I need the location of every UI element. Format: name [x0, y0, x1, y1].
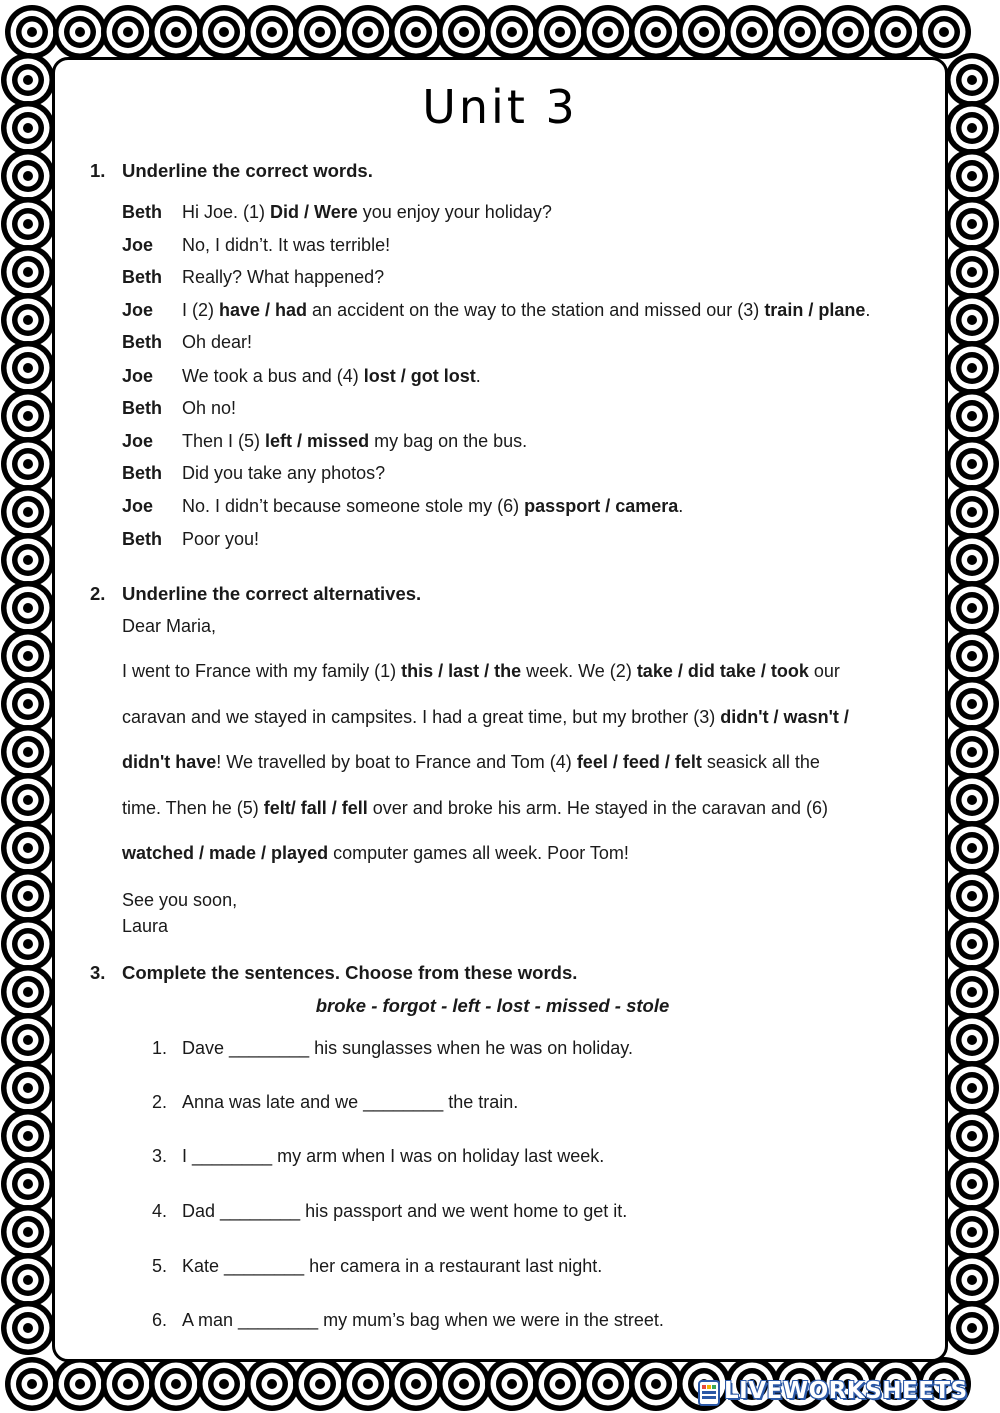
speaker-name: Beth — [122, 202, 162, 222]
speaker-name: Joe — [122, 235, 154, 255]
page-title: Unit 3 — [422, 80, 578, 134]
section-3-heading — [90, 962, 577, 984]
answer-options: left / missed — [265, 431, 370, 451]
speaker-name: Joe — [122, 431, 154, 451]
section-3-number: 3. — [90, 962, 106, 983]
dialogue-line — [182, 267, 384, 288]
speaker-name: Beth — [122, 463, 162, 483]
text-segment: an accident on the way to the station and missed our (3) — [307, 300, 765, 320]
section-2-title: Underline the correct alternatives. — [122, 583, 422, 604]
letter-greeting: Dear Maria, — [122, 616, 217, 636]
text-segment: time. Then he (5) — [122, 798, 264, 818]
speaker-name: Beth — [122, 267, 162, 287]
dialogue-line — [182, 529, 259, 550]
sentence-number: 6. — [152, 1310, 168, 1330]
answer-options: train / plane — [764, 300, 866, 320]
dialogue-line — [182, 300, 870, 321]
answer-options: watched / made / played — [122, 843, 329, 863]
answer-options: didn't have — [122, 752, 217, 772]
text-segment: No, I didn’t. It was terrible! — [182, 235, 391, 255]
letter-line — [122, 661, 840, 682]
dialogue-line — [182, 496, 683, 517]
text-segment: Really? What happened? — [182, 267, 385, 287]
letter-line — [122, 752, 820, 773]
answer-options: passport / camera — [524, 496, 679, 516]
letter-line — [122, 707, 849, 728]
sentence-text: Anna was late and we ________ the train. — [182, 1092, 519, 1112]
section-3-title: Complete the sentences. Choose from these words. — [122, 962, 578, 983]
sentence-number: 4. — [152, 1201, 168, 1221]
text-segment: caravan and we stayed in campsites. I had a great time, but my brother (3) — [122, 707, 721, 727]
answer-options: feel / feed / felt — [576, 752, 702, 772]
dialogue-line — [182, 398, 236, 419]
text-segment: I went to France with my family (1) — [122, 661, 402, 681]
dialogue-line — [182, 366, 481, 387]
text-segment: Poor you! — [182, 529, 260, 549]
section-2-heading — [90, 583, 421, 605]
dialogue-line — [182, 463, 385, 484]
answer-options: have / had — [219, 300, 308, 320]
text-segment: you enjoy your holiday? — [357, 202, 552, 222]
text-segment: seasick all the — [701, 752, 820, 772]
text-segment: Hi Joe. (1) — [182, 202, 271, 222]
text-segment: . — [678, 496, 684, 516]
speaker-name: Beth — [122, 398, 162, 418]
section-2-number: 2. — [90, 583, 106, 604]
speaker-name: Beth — [122, 529, 162, 549]
answer-options: take / did take / took — [636, 661, 809, 681]
speaker-name: Joe — [122, 300, 154, 320]
text-segment: No. I didn’t because someone stole my (6) — [182, 496, 525, 516]
sentence-text: Kate ________ her camera in a restaurant last night. — [182, 1256, 603, 1276]
text-segment: I (2) — [182, 300, 220, 320]
logo-badge-icon — [698, 1380, 720, 1406]
section-1-number: 1. — [90, 160, 106, 181]
sentence-text: Dad ________ his passport and we went home to get it. — [182, 1201, 628, 1221]
speaker-name: Joe — [122, 366, 154, 386]
liveworksheets-logo — [698, 1376, 994, 1410]
dialogue-line — [182, 431, 527, 452]
sentence-number: 2. — [152, 1092, 168, 1112]
answer-options: Did / Were — [270, 202, 358, 222]
text-segment: my bag on the bus. — [369, 431, 528, 451]
text-segment: Then I (5) — [182, 431, 266, 451]
dialogue-line — [182, 235, 390, 256]
text-segment: ! We travelled by boat to France and Tom (4) — [216, 752, 577, 772]
logo-text: LIVEWORKSHEETS — [724, 1378, 968, 1404]
letter-signature: Laura — [122, 916, 169, 936]
sentence-text: Dave ________ his sunglasses when he was on holiday. — [182, 1038, 633, 1058]
sentence-number: 5. — [152, 1256, 168, 1276]
sentence-text: A man ________ my mum’s bag when we were in the street. — [182, 1310, 664, 1330]
dialogue-line — [182, 202, 552, 223]
letter-closing: See you soon, — [122, 890, 238, 910]
word-bank: broke - forgot - left - lost - missed - stole — [315, 995, 670, 1016]
text-segment: over and broke his arm. He stayed in the caravan and (6) — [367, 798, 829, 818]
letter-line — [122, 843, 629, 864]
speaker-name: Joe — [122, 496, 154, 516]
answer-options: didn't / wasn't / — [720, 707, 849, 727]
text-segment: Did you take any photos? — [182, 463, 386, 483]
sentence-number: 3. — [152, 1146, 168, 1166]
text-segment: . — [865, 300, 871, 320]
section-1-heading — [90, 160, 373, 182]
letter-line — [122, 798, 828, 819]
text-segment: week. We (2) — [521, 661, 637, 681]
text-segment: Oh no! — [182, 398, 237, 418]
text-segment: computer games all week. Poor Tom! — [328, 843, 629, 863]
text-segment: our — [808, 661, 840, 681]
text-segment: Oh dear! — [182, 332, 253, 352]
section-1-title: Underline the correct words. — [122, 160, 373, 181]
answer-options: this / last / the — [401, 661, 522, 681]
text-segment: . — [475, 366, 481, 386]
text-segment: We took a bus and (4) — [182, 366, 364, 386]
answer-options: lost / got lost — [363, 366, 476, 386]
sentence-text: I ________ my arm when I was on holiday last week. — [182, 1146, 605, 1166]
sentence-number: 1. — [152, 1038, 168, 1058]
answer-options: felt/ fall / fell — [263, 798, 368, 818]
speaker-name: Beth — [122, 332, 162, 352]
dialogue-line — [182, 332, 252, 353]
